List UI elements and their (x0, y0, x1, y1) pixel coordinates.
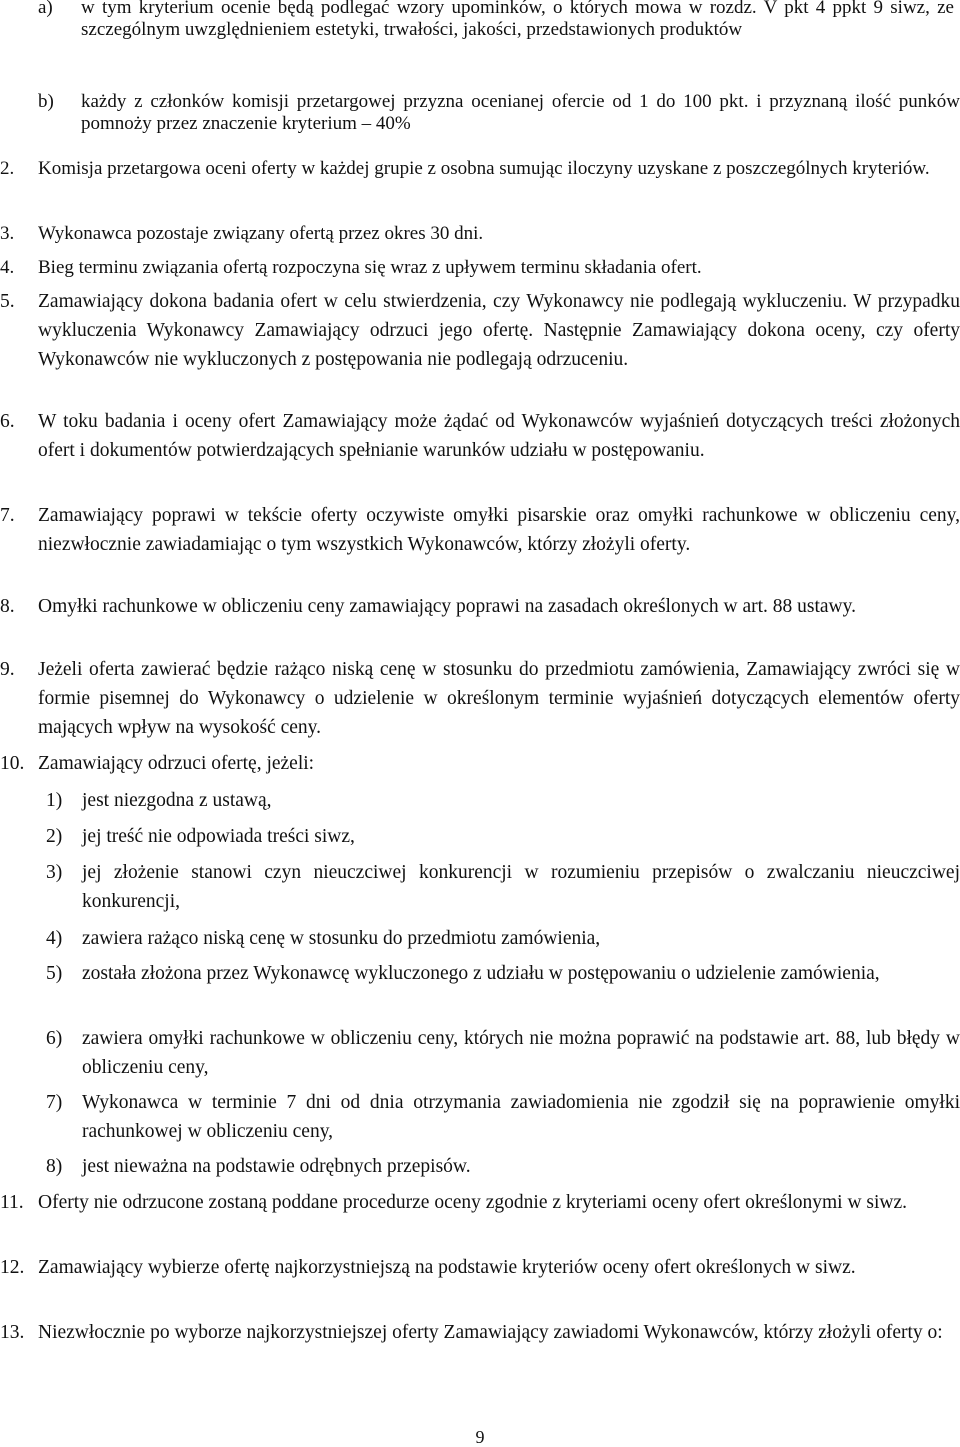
sub-item-8 (46, 1152, 960, 1181)
list-item-13 (0, 1318, 960, 1347)
list-item-11 (0, 1188, 960, 1217)
sub-item-4 (46, 924, 960, 953)
sub-item-2 (46, 822, 960, 851)
list-item-7 (0, 501, 960, 559)
list-text: Bieg terminu związania ofertą rozpoczyna się wraz z upływem terminu składania ofert. (38, 257, 702, 278)
list-text: Zamawiający odrzuci ofertę, jeżeli: (38, 753, 315, 774)
list-marker: 4. (0, 257, 15, 278)
sub-item-b (38, 91, 960, 135)
sub-item-6 (46, 1024, 960, 1082)
sub-item-5 (46, 959, 960, 988)
list-text: Zamawiający poprawi w tekście oferty oczywiste omyłki pisarskie oraz omyłki rachunkowe w obliczeniu ceny, niezwłocznie zawiadamiając o tym wszystkich Wykonawców, którzy złożyli oferty. (38, 505, 960, 555)
list-text: jej złożenie stanowi czyn nieuczciwej konkurencji w rozumieniu przepisów o zwalczaniu nieuczciwej konkurencji, (82, 862, 960, 912)
list-marker: a) (38, 0, 53, 18)
sub-item-1 (46, 786, 960, 815)
list-marker: 2. (0, 158, 15, 179)
list-text: Zamawiający wybierze ofertę najkorzystniejszą na podstawie kryteriów oceny ofert określonych w siwz. (38, 1257, 856, 1278)
list-marker: 6) (46, 1028, 63, 1049)
list-item-2 (0, 158, 960, 180)
list-marker: 8) (46, 1156, 63, 1177)
list-text: Oferty nie odrzucone zostaną poddane procedurze oceny zgodnie z kryteriami oceny ofert określonymi w siwz. (38, 1192, 908, 1213)
list-text: W toku badania i oceny ofert Zamawiający może żądać od Wykonawców wyjaśnień dotyczących treści złożonych ofert i dokumentów potwierdzających spełnianie warunków udziału w postępowaniu. (38, 411, 960, 461)
list-text: jest niezgodna z ustawą, (82, 790, 272, 811)
list-marker: 3. (0, 223, 15, 244)
list-marker: b) (38, 91, 54, 112)
list-text: Wykonawca pozostaje związany ofertą przez okres 30 dni. (38, 223, 484, 244)
sub-item-a (38, 0, 954, 41)
list-marker: 4) (46, 928, 63, 949)
list-text: Omyłki rachunkowe w obliczeniu ceny zamawiający poprawi na zasadach określonych w art. 88 ustawy. (38, 596, 856, 617)
list-item-12 (0, 1253, 960, 1282)
list-marker: 2) (46, 826, 63, 847)
list-text: Niezwłocznie po wyborze najkorzystniejszej oferty Zamawiający zawiadomi Wykonawców, którzy złożyli oferty o: (38, 1322, 943, 1343)
list-text: zawiera omyłki rachunkowe w obliczeniu ceny, których nie można poprawić na podstawie art. 88, lub błędy w obliczeniu ceny, (82, 1028, 960, 1078)
list-marker: 10. (0, 753, 25, 774)
list-item-10 (0, 749, 960, 778)
list-marker: 13. (0, 1322, 25, 1343)
list-marker: 3) (46, 862, 63, 883)
list-marker: 9. (0, 659, 15, 680)
list-marker: 11. (0, 1192, 24, 1213)
list-marker: 7. (0, 505, 15, 526)
list-item-9 (0, 655, 960, 742)
list-text: Wykonawca w terminie 7 dni od dnia otrzymania zawiadomienia nie zgodził się na poprawienie omyłki rachunkowej w obliczeniu ceny, (82, 1092, 960, 1142)
list-text: zawiera rażąco niską cenę w stosunku do przedmiotu zamówienia, (82, 928, 601, 949)
list-text: w tym kryterium ocenie będą podlegać wzory upominków, o których mowa w rozdz. V pkt 4 ppkt 9 siwz, ze szczególnym uwzględnieniem estetyki, trwałości, jakości, przedstawionych produktów (81, 0, 954, 40)
list-marker: 5) (46, 963, 63, 984)
list-marker: 8. (0, 596, 15, 617)
list-marker: 12. (0, 1257, 25, 1278)
list-item-3 (0, 223, 960, 245)
list-text: Jeżeli oferta zawierać będzie rażąco niską cenę w stosunku do przedmiotu zamówienia, Zamawiający zwróci się w formie pisemnej do Wykonawcy o udzielenie w określonym terminie wyjaśnień dotyczących elementów oferty mających wpływ na wysokość ceny. (38, 659, 960, 738)
list-marker: 7) (46, 1092, 63, 1113)
list-item-6 (0, 407, 960, 465)
list-text: każdy z członków komisji przetargowej przyzna ocenianej ofercie od 1 do 100 pkt. i przyznaną ilość punków pomnoży przez znaczenie kryterium – 40% (81, 91, 960, 134)
list-item-8 (0, 592, 960, 621)
list-text: jest nieważna na podstawie odrębnych przepisów. (82, 1156, 471, 1177)
list-item-5 (0, 287, 960, 374)
list-text: Zamawiający dokona badania ofert w celu stwierdzenia, czy Wykonawcy nie podlegają wykluczeniu. W przypadku wykluczenia Wykonawcy Zamawiający odrzuci jego ofertę. Następnie Zamawiający dokona oceny, czy oferty Wykonawców nie wykluczonych z postępowania nie podlegają odrzuceniu. (38, 291, 960, 370)
list-marker: 1) (46, 790, 63, 811)
sub-item-7 (46, 1088, 960, 1146)
list-text: Komisja przetargowa oceni oferty w każdej grupie z osobna sumując iloczyny uzyskane z poszczególnych kryteriów. (38, 158, 930, 179)
list-marker: 6. (0, 411, 15, 432)
list-text: została złożona przez Wykonawcę wykluczonego z udziału w postępowaniu o udzielenie zamówienia, (82, 963, 880, 984)
sub-item-3 (46, 858, 960, 916)
list-text: jej treść nie odpowiada treści siwz, (82, 826, 355, 847)
list-marker: 5. (0, 291, 15, 312)
list-item-4 (0, 257, 960, 279)
page-number: 9 (475, 1427, 485, 1447)
